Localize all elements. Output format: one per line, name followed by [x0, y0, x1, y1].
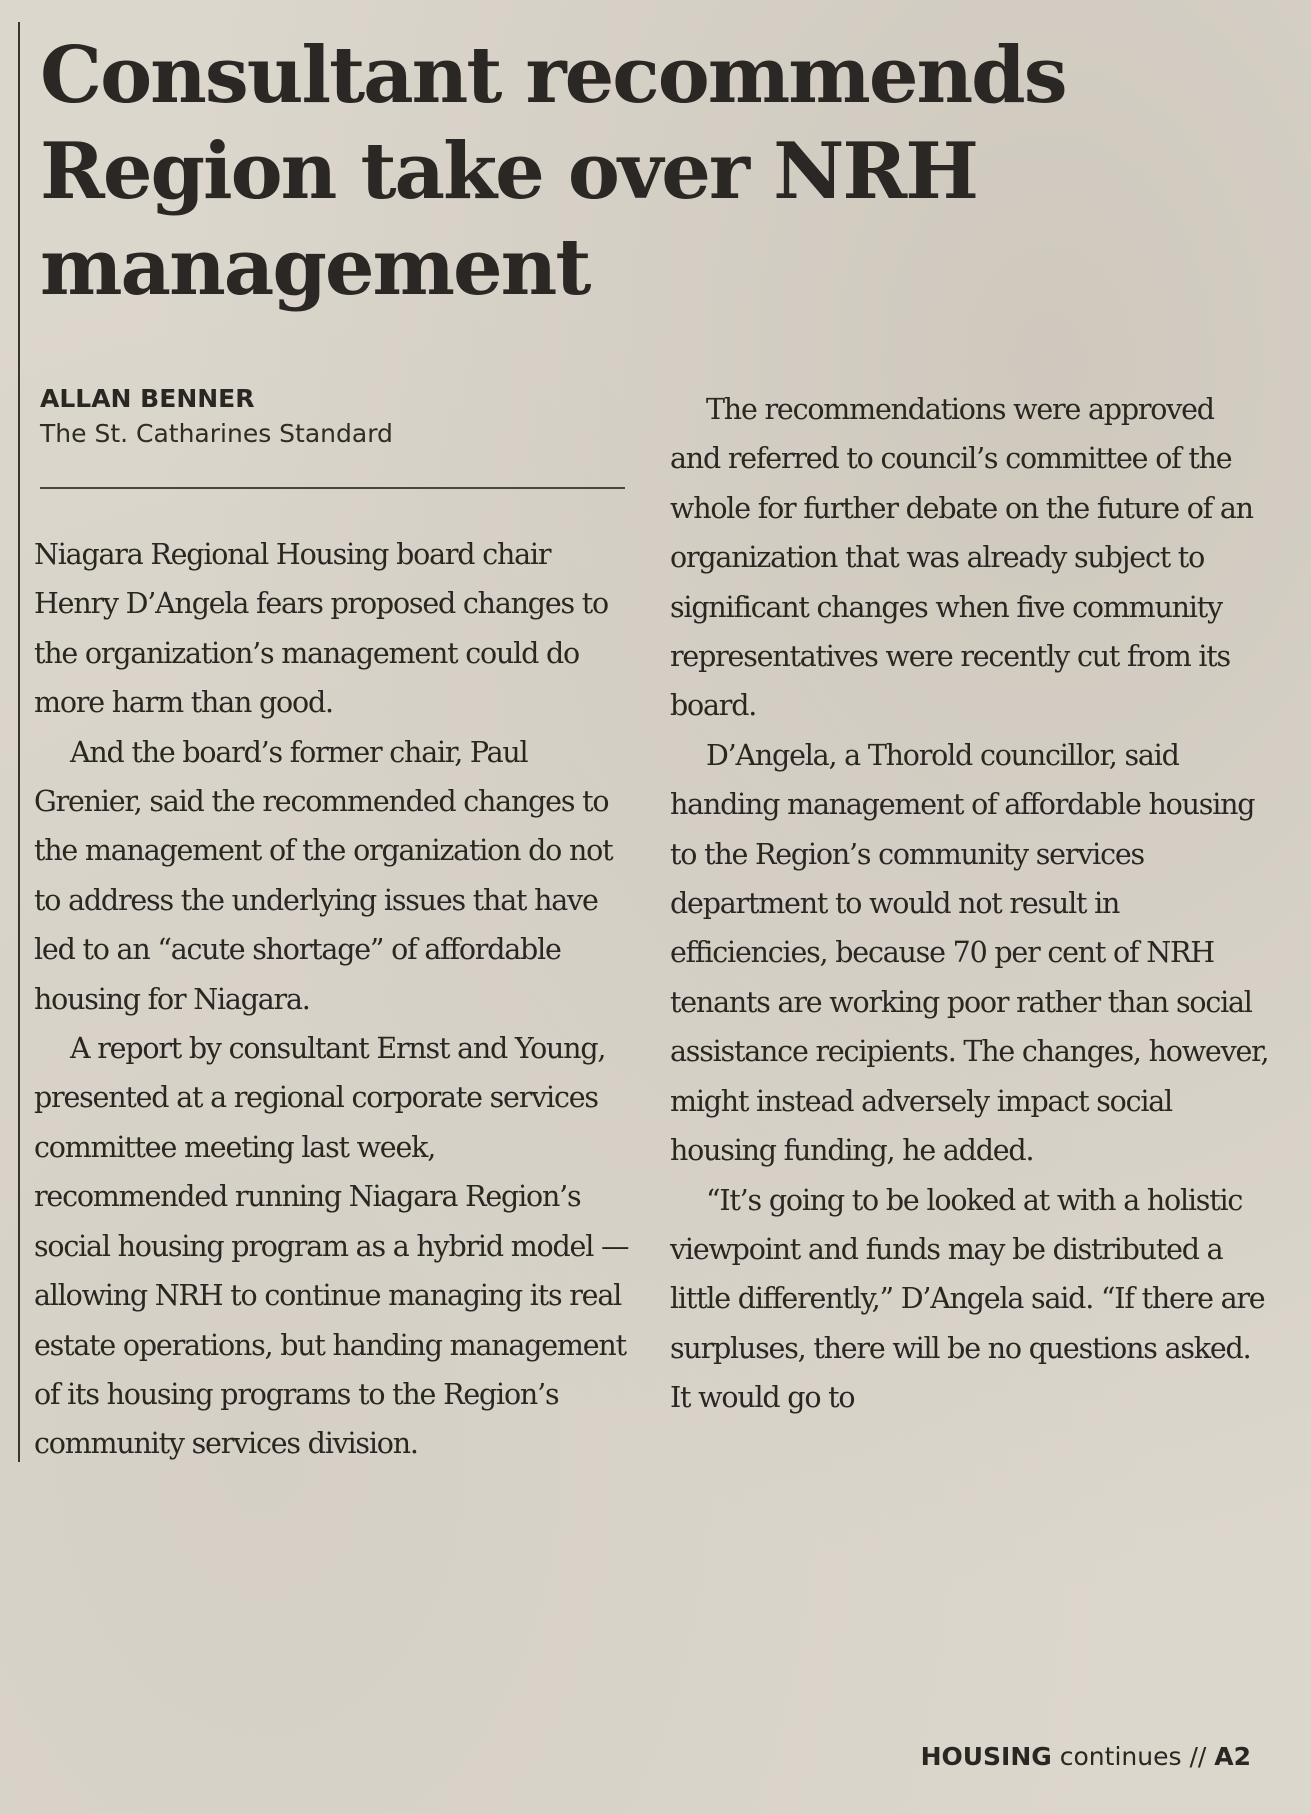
byline-outlet: The St. Catharines Standard: [40, 419, 393, 448]
article-paragraph: D’Angela, a Thorold councillor, said handing management of affordable housing to the Region’s community services department to would not result in efficiencies, because 70 per cent of NRH tenants are working poor rather than social assistance recipients. The changes, however, might instead adversely impact social housing funding, he added.: [670, 738, 1269, 1168]
byline-author: ALLAN BENNER: [40, 384, 255, 413]
jump-text: continues: [1059, 1742, 1182, 1771]
jump-keyword: HOUSING: [920, 1742, 1052, 1771]
article-paragraph: And the board’s former chair, Paul Grenier, said the recommended changes to the management of the organization do not to address the underlying issues that have led to an “acute shortage” of affordable housing for Niagara.: [34, 735, 613, 1016]
article-column-left: [34, 530, 634, 1469]
headline: Consultant recommends Region take over NRH management: [40, 30, 1066, 313]
article-paragraph: A report by consultant Ernst and Young, presented at a regional corporate services committee meeting last week, recommended running Niagara Region’s social housing program as a hybrid model — allowing NRH to continue managing its real estate operations, but handing management of its housing programs to the Region’s community services division.: [34, 1032, 629, 1461]
jump-separator: //: [1189, 1742, 1207, 1771]
continuation-line: [921, 1740, 1251, 1774]
article-column-right: [670, 385, 1270, 1423]
byline: [40, 382, 625, 452]
article-paragraph: “It’s going to be looked at with a holistic viewpoint and funds may be distributed a little differently,” D’Angela said. “If there are surpluses, there will be no questions asked. It would go to: [670, 1183, 1265, 1415]
jump-page: A2: [1214, 1742, 1251, 1771]
article-paragraph: Niagara Regional Housing board chair Henry D’Angela fears proposed changes to the organization’s management could do more harm than good.: [34, 538, 608, 720]
article-paragraph: The recommendations were approved and referred to council’s committee of the whole for further debate on the future of an organization that was already subject to significant changes when five community representatives were recently cut from its board.: [670, 393, 1253, 723]
byline-divider: [40, 487, 625, 489]
column-rule: [18, 22, 20, 1462]
